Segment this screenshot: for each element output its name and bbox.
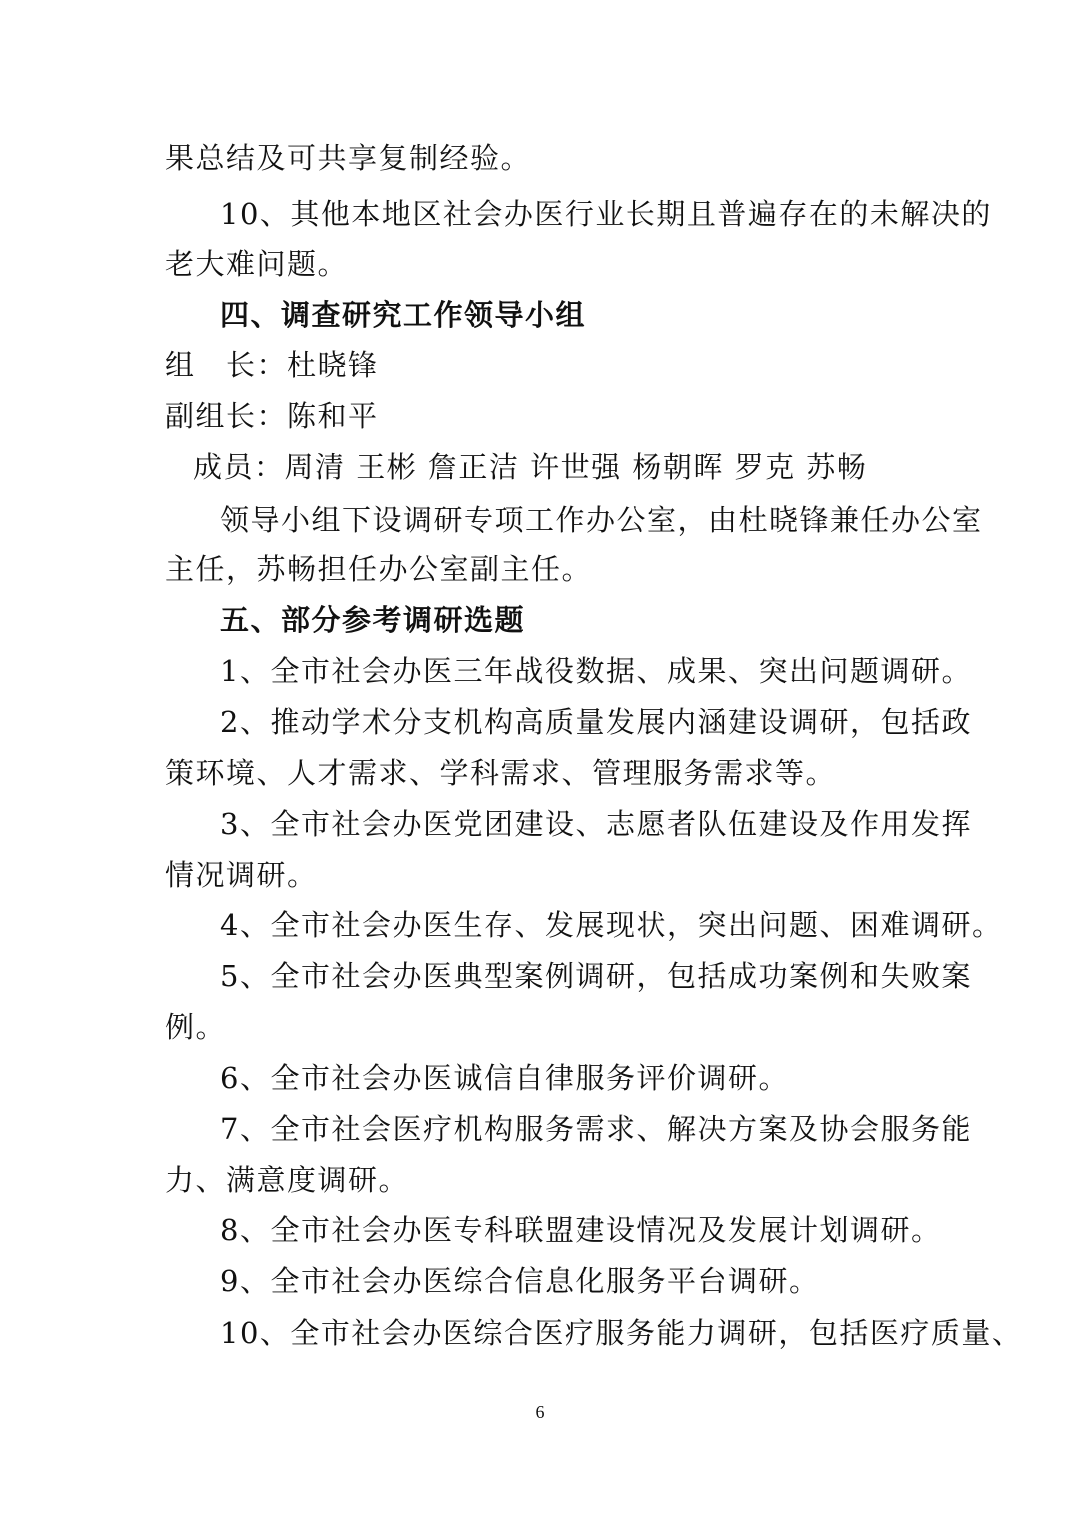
text-line: 果总结及可共享复制经验。: [165, 141, 532, 175]
text-line: 力、满意度调研。: [165, 1163, 410, 1197]
text-line: 4、全市社会办医生存、发展现状，突出问题、困难调研。: [220, 908, 1003, 942]
text-line: 10、其他本地区社会办医行业长期且普遍存在的未解决的: [220, 197, 992, 231]
text-line: 9、全市社会办医综合信息化服务平台调研。: [220, 1264, 820, 1298]
text-line: 1、全市社会办医三年战役数据、成果、突出问题调研。: [220, 654, 972, 688]
text-line: 3、全市社会办医党团建设、志愿者队伍建设及作用发挥: [220, 807, 972, 841]
text-line: 成员：周清 王彬 詹正洁 许世强 杨朝晖 罗克 苏畅: [193, 450, 868, 484]
text-line: 组 长：杜晓锋: [165, 348, 379, 382]
section-heading: 四、调查研究工作领导小组: [220, 298, 587, 332]
text-line: 领导小组下设调研专项工作办公室，由杜晓锋兼任办公室: [220, 503, 983, 537]
text-line: 主任，苏畅担任办公室副主任。: [165, 552, 593, 586]
text-line: 老大难问题。: [165, 247, 349, 281]
text-line: 情况调研。: [165, 858, 318, 892]
text-line: 10、全市社会办医综合医疗服务能力调研，包括医疗质量、: [220, 1316, 1023, 1350]
text-line: 5、全市社会办医典型案例调研，包括成功案例和失败案: [220, 959, 972, 993]
text-line: 6、全市社会办医诚信自律服务评价调研。: [220, 1061, 789, 1095]
text-line: 副组长：陈和平: [165, 399, 379, 433]
section-heading: 五、部分参考调研选题: [220, 603, 526, 637]
text-line: 8、全市社会办医专科联盟建设情况及发展计划调研。: [220, 1213, 942, 1247]
text-line: 策环境、人才需求、学科需求、管理服务需求等。: [165, 756, 837, 790]
page-number: 6: [535, 1402, 545, 1422]
text-line: 2、推动学术分支机构高质量发展内涵建设调研，包括政: [220, 705, 972, 739]
text-line: 例。: [165, 1010, 227, 1044]
text-line: 7、全市社会医疗机构服务需求、解决方案及协会服务能: [220, 1112, 972, 1146]
